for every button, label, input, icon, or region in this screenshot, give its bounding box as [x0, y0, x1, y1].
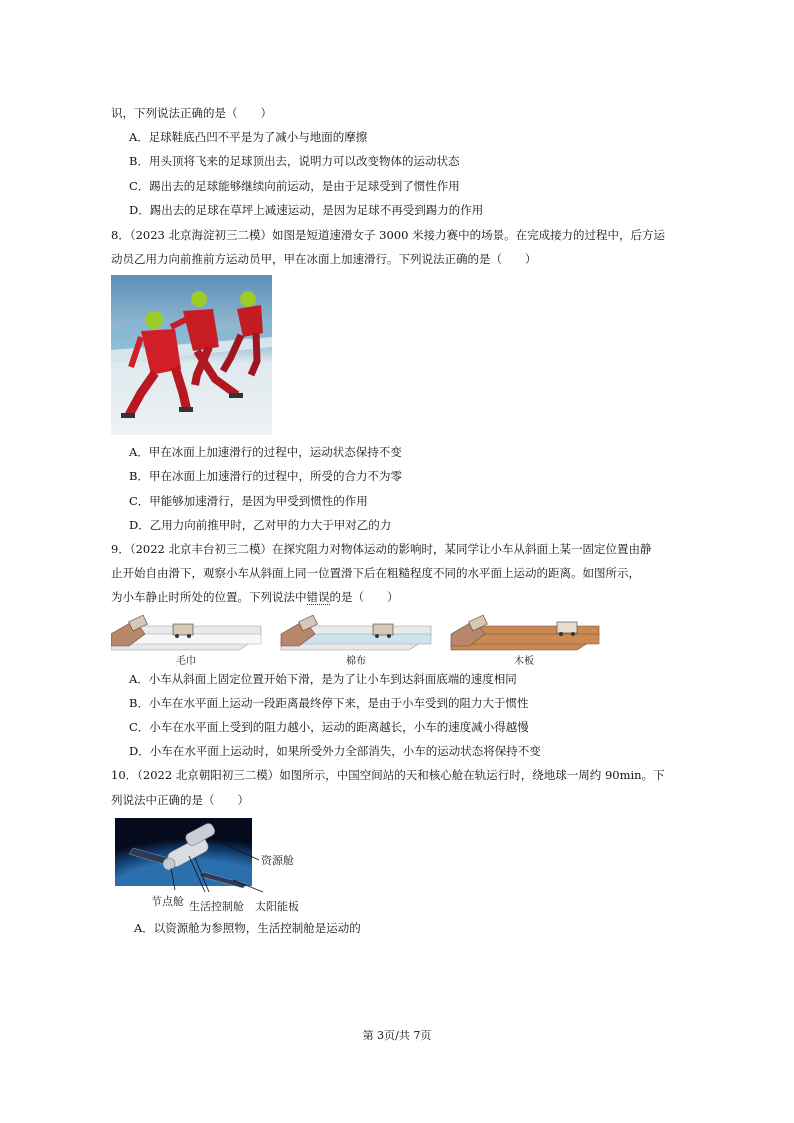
- q9-emphasis-word: 错误: [306, 590, 330, 604]
- q10-stem-line1: 10．（2022 北京朝阳初三二模）如图所示，中国空间站的天和核心舱在轨运行时，绕地球一周约 90min。下: [111, 768, 665, 782]
- q8-stem-line1: 8．（2023 北京海淀初三二模）如图是短道速滑女子 3000 米接力赛中的场景。在完成接力的过程中，后方运: [111, 228, 666, 242]
- q9-stem-line1: 9．（2022 北京丰台初三二模）在探究阻力对物体运动的影响时，某同学让小车从斜面上某一固定位置由静: [111, 542, 652, 556]
- q8-skating-photo: [111, 275, 272, 435]
- q10-option-a: A．以资源舱为参照物，生活控制舱是运动的: [134, 921, 361, 935]
- q9-option-c: C．小车在水平面上受到的阻力越小，运动的距离越长，小车的速度减小得越慢: [129, 720, 529, 734]
- q9-option-d: D．小车在水平面上运动时，如果所受外力全部消失，小车的运动状态将保持不变: [129, 744, 541, 758]
- q7-stem-tail: 识，下列说法正确的是（ ）: [111, 106, 272, 120]
- surface-label-towel: 毛巾: [176, 656, 196, 667]
- label-node-module: 节点舱: [151, 895, 184, 908]
- q8-option-b: B．甲在冰面上加速滑行的过程中，所受的合力不为零: [129, 469, 402, 483]
- label-life-control-module: 生活控制舱: [189, 900, 244, 913]
- q7-option-c: C．踢出去的足球能够继续向前运动，是由于足球受到了惯性作用: [129, 179, 460, 193]
- q8-option-c: C．甲能够加速滑行，是因为甲受到惯性的作用: [129, 494, 368, 508]
- q9-stem-line2: 止开始自由滑下，观察小车从斜面上同一位置滑下后在粗糙程度不同的水平面上运动的距离。如图所示，: [111, 566, 640, 580]
- q9-stem-line3: 为小车静止时所处的位置。下列说法中错误的是（ ）: [111, 590, 399, 604]
- q10-stem-line2: 列说法中正确的是（ ）: [111, 793, 249, 807]
- q9-option-a: A．小车从斜面上固定位置开始下滑，是为了让小车到达斜面底端的速度相同: [129, 672, 517, 686]
- surface-label-cotton: 棉布: [346, 656, 366, 667]
- q9-option-b: B．小车在水平面上运动一段距离最终停下来，是由于小车受到的阻力大于惯性: [129, 696, 529, 710]
- label-solar-panel: 太阳能板: [255, 900, 299, 913]
- q8-stem-line2: 动员乙用力向前推前方运动员甲，甲在冰面上加速滑行。下列说法正确的是（ ）: [111, 252, 537, 266]
- q8-option-a: A．甲在冰面上加速滑行的过程中，运动状态保持不变: [129, 445, 402, 459]
- page-footer: 第 3页/共 7页: [362, 1029, 432, 1042]
- surface-label-wood: 木板: [514, 656, 534, 667]
- q7-option-d: D．踢出去的足球在草坪上减速运动，是因为足球不再受到踢力的作用: [129, 203, 484, 217]
- q7-option-b: B．用头顶将飞来的足球顶出去，说明力可以改变物体的运动状态: [129, 154, 460, 168]
- q7-option-a: A．足球鞋底凸凹不平是为了减小与地面的摩擦: [129, 130, 368, 144]
- q8-option-d: D．乙用力向前推甲时，乙对甲的力大于甲对乙的力: [129, 518, 392, 532]
- label-resource-module: 资源舱: [261, 854, 294, 867]
